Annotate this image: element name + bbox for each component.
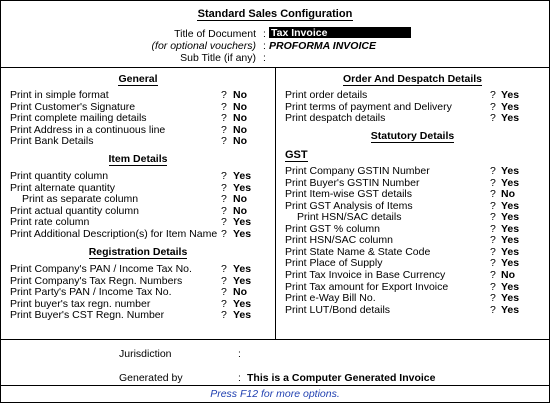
option-label: Print Customer's Signature xyxy=(10,100,136,113)
general-heading: General xyxy=(118,73,158,85)
option-print-gst-analysis-of-items[interactable] xyxy=(276,200,549,212)
option-print-hsn-sac-details[interactable] xyxy=(276,211,549,223)
question-mark: ? xyxy=(490,280,496,293)
option-value[interactable]: Yes xyxy=(501,280,520,293)
option-label: Print e-Way Bill No. xyxy=(285,292,376,305)
option-label: Print Buyer's GSTIN Number xyxy=(285,176,420,189)
question-mark: ? xyxy=(221,135,227,148)
gst-heading: GST xyxy=(285,149,308,161)
question-mark: ? xyxy=(490,245,496,258)
option-print-e-way-bill-no[interactable] xyxy=(276,292,549,304)
option-print-item-wise-gst-details[interactable] xyxy=(276,188,549,200)
option-print-gst-column[interactable] xyxy=(276,223,549,235)
option-label: Print State Name & State Code xyxy=(285,245,431,258)
option-value[interactable]: Yes xyxy=(501,303,520,316)
option-print-address-in-a-continuous-line[interactable] xyxy=(1,124,275,136)
option-value[interactable]: Yes xyxy=(501,112,520,125)
question-mark: ? xyxy=(490,211,496,224)
question-mark: ? xyxy=(221,286,227,299)
option-label: Print terms of payment and Delivery xyxy=(285,100,452,113)
option-value[interactable]: No xyxy=(233,204,247,217)
option-print-actual-quantity-column[interactable] xyxy=(1,205,275,217)
generated-by-field[interactable]: This is a Computer Generated Invoice xyxy=(247,372,436,384)
option-label: Print Party's PAN / Income Tax No. xyxy=(10,286,172,299)
option-value[interactable]: Yes xyxy=(501,292,520,305)
title-of-document-label: Title of Document xyxy=(174,28,256,40)
option-value[interactable]: No xyxy=(233,193,247,206)
option-print-bank-details[interactable] xyxy=(1,135,275,147)
option-label: Print alternate quantity xyxy=(10,181,116,194)
option-label: Print Company GSTIN Number xyxy=(285,165,430,177)
generated-by-row[interactable]: Generated by : This is a Computer Generated Invoice xyxy=(119,372,436,384)
option-print-tax-invoice-in-base-currency[interactable] xyxy=(276,269,549,281)
sub-title-row[interactable]: Sub Title (if any) : xyxy=(180,52,266,64)
option-label: Print HSN/SAC column xyxy=(285,234,393,247)
option-value[interactable]: No xyxy=(501,188,515,201)
sub-title-label: Sub Title (if any) xyxy=(180,52,256,64)
option-print-despatch-details[interactable] xyxy=(276,112,549,124)
question-mark: ? xyxy=(221,181,227,194)
option-print-as-separate-column[interactable] xyxy=(1,193,275,205)
option-label: Print despatch details xyxy=(285,112,386,125)
help-hint: Press F12 for more options. xyxy=(210,388,340,400)
option-label: Print Additional Description(s) for Item Name xyxy=(10,227,218,240)
question-mark: ? xyxy=(490,112,496,125)
generated-by-label: Generated by xyxy=(119,372,183,384)
divider xyxy=(1,339,549,340)
option-label: Print Buyer's CST Regn. Number xyxy=(10,309,165,322)
option-label: Print order details xyxy=(285,89,368,101)
option-print-lut-bond-details[interactable] xyxy=(276,304,549,316)
question-mark: ? xyxy=(221,216,227,229)
option-print-customer-s-signature[interactable] xyxy=(1,101,275,113)
page-title: Standard Sales Configuration xyxy=(197,8,353,20)
option-label: Print buyer's tax regn. number xyxy=(10,297,151,310)
option-value[interactable]: Yes xyxy=(501,100,520,113)
option-value[interactable]: Yes xyxy=(501,211,520,224)
question-mark: ? xyxy=(221,123,227,136)
left-column xyxy=(1,67,275,339)
option-label: Print Company's Tax Regn. Numbers xyxy=(10,274,183,287)
option-label: Print actual quantity column xyxy=(10,204,139,217)
option-value[interactable]: No xyxy=(233,135,247,148)
option-print-party-s-pan-income-tax-no[interactable] xyxy=(1,286,275,298)
option-value[interactable]: Yes xyxy=(233,227,252,240)
registration-details-heading: Registration Details xyxy=(88,246,188,258)
option-print-in-simple-format[interactable] xyxy=(1,89,275,101)
option-value[interactable]: Yes xyxy=(233,309,252,322)
question-mark: ? xyxy=(221,204,227,217)
option-value[interactable]: Yes xyxy=(501,222,520,235)
statutory-details-heading: Statutory Details xyxy=(370,130,455,142)
right-column xyxy=(276,67,549,339)
question-mark: ? xyxy=(221,100,227,113)
option-label: Print as separate column xyxy=(22,193,139,206)
option-print-state-name-state-code[interactable] xyxy=(276,246,549,258)
question-mark: ? xyxy=(490,199,496,212)
option-value[interactable]: Yes xyxy=(233,297,252,310)
option-print-order-details[interactable] xyxy=(276,89,549,101)
option-value[interactable]: No xyxy=(233,286,247,299)
option-value[interactable]: Yes xyxy=(501,165,520,177)
option-print-buyer-s-gstin-number[interactable] xyxy=(276,177,549,189)
question-mark: ? xyxy=(490,222,496,235)
option-print-additional-description-s-for-item-name[interactable] xyxy=(1,228,275,240)
optional-vouchers-row[interactable]: (for optional vouchers) : PROFORMA INVOICE xyxy=(151,40,376,52)
divider xyxy=(1,385,549,386)
option-label: Print HSN/SAC details xyxy=(297,211,402,224)
question-mark: ? xyxy=(490,257,496,270)
option-print-rate-column[interactable] xyxy=(1,216,275,228)
question-mark: ? xyxy=(221,227,227,240)
option-label: Print GST % column xyxy=(285,222,380,235)
order-despatch-heading: Order And Despatch Details xyxy=(342,73,483,85)
option-print-terms-of-payment-and-delivery[interactable] xyxy=(276,101,549,113)
option-label: Print rate column xyxy=(10,216,90,229)
question-mark: ? xyxy=(490,100,496,113)
option-value[interactable]: Yes xyxy=(233,263,252,275)
option-value[interactable]: Yes xyxy=(501,257,520,270)
option-print-hsn-sac-column[interactable] xyxy=(276,234,549,246)
optional-vouchers-label: (for optional vouchers) xyxy=(151,40,256,52)
option-print-place-of-supply[interactable] xyxy=(276,257,549,269)
option-label: Print Place of Supply xyxy=(285,257,383,270)
title-of-document-row[interactable]: Title of Document : Tax Invoice xyxy=(1,28,549,40)
option-print-complete-mailing-details[interactable] xyxy=(1,112,275,124)
option-value[interactable]: No xyxy=(233,89,247,101)
option-label: Print Tax Invoice in Base Currency xyxy=(285,268,446,281)
option-label: Print Address in a continuous line xyxy=(10,123,166,136)
option-label: Print in simple format xyxy=(10,89,109,101)
title-of-document-field[interactable]: Tax Invoice xyxy=(269,27,411,38)
option-value[interactable]: Yes xyxy=(233,170,252,182)
option-print-company-gstin-number[interactable] xyxy=(276,165,549,177)
question-mark: ? xyxy=(221,170,227,182)
option-print-quantity-column[interactable] xyxy=(1,170,275,182)
option-value[interactable]: Yes xyxy=(501,176,520,189)
option-label: Print Company's PAN / Income Tax No. xyxy=(10,263,192,275)
option-print-company-s-pan-income-tax-no[interactable] xyxy=(1,263,275,275)
question-mark: ? xyxy=(490,165,496,177)
optional-vouchers-field[interactable]: PROFORMA INVOICE xyxy=(269,40,376,52)
item-details-heading: Item Details xyxy=(108,153,168,165)
option-value[interactable]: No xyxy=(233,123,247,136)
question-mark: ? xyxy=(221,112,227,125)
question-mark: ? xyxy=(221,309,227,322)
header-section xyxy=(1,1,549,67)
option-label: Print complete mailing details xyxy=(10,112,147,125)
option-value[interactable]: Yes xyxy=(501,199,520,212)
option-print-company-s-tax-regn-numbers[interactable] xyxy=(1,275,275,287)
option-value[interactable]: Yes xyxy=(233,274,252,287)
jurisdiction-label: Jurisdiction xyxy=(119,348,172,360)
question-mark: ? xyxy=(490,268,496,281)
option-value[interactable]: No xyxy=(501,268,515,281)
question-mark: ? xyxy=(490,303,496,316)
option-value[interactable]: Yes xyxy=(501,245,520,258)
option-label: Print Tax amount for Export Invoice xyxy=(285,280,449,293)
question-mark: ? xyxy=(221,297,227,310)
option-print-alternate-quantity[interactable] xyxy=(1,182,275,194)
question-mark: ? xyxy=(221,263,227,275)
option-value[interactable]: Yes xyxy=(233,181,252,194)
option-label: Print quantity column xyxy=(10,170,109,182)
option-value[interactable]: No xyxy=(233,100,247,113)
option-value[interactable]: Yes xyxy=(501,234,520,247)
question-mark: ? xyxy=(490,292,496,305)
option-value[interactable]: Yes xyxy=(233,216,252,229)
question-mark: ? xyxy=(490,234,496,247)
option-label: Print Item-wise GST details xyxy=(285,188,413,201)
option-print-buyer-s-cst-regn-number[interactable] xyxy=(1,309,275,321)
option-print-tax-amount-for-export-invoice[interactable] xyxy=(276,281,549,293)
question-mark: ? xyxy=(221,89,227,101)
question-mark: ? xyxy=(221,193,227,206)
option-label: Print GST Analysis of Items xyxy=(285,199,413,212)
question-mark: ? xyxy=(221,274,227,287)
option-label: Print Bank Details xyxy=(10,135,94,148)
question-mark: ? xyxy=(490,89,496,101)
option-value[interactable]: No xyxy=(233,112,247,125)
option-print-buyer-s-tax-regn-number[interactable] xyxy=(1,298,275,310)
option-label: Print LUT/Bond details xyxy=(285,303,391,316)
jurisdiction-row[interactable]: Jurisdiction : xyxy=(119,348,241,360)
question-mark: ? xyxy=(490,188,496,201)
question-mark: ? xyxy=(490,176,496,189)
option-value[interactable]: Yes xyxy=(501,89,520,101)
